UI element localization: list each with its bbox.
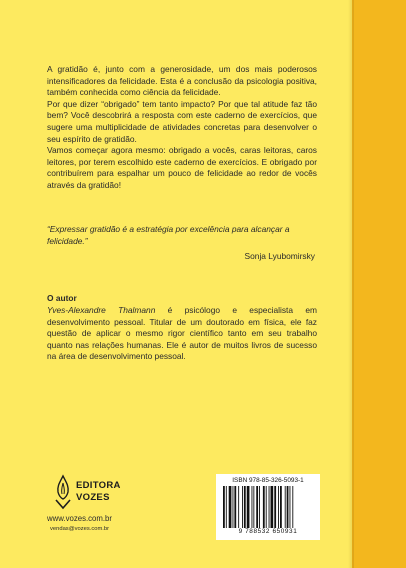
spine-shadow xyxy=(348,0,354,568)
barcode-bar xyxy=(263,486,265,528)
barcode-bar xyxy=(229,486,232,528)
barcode-bar xyxy=(247,486,250,528)
author-name: Yves-Alexandre Thalmann xyxy=(47,305,156,315)
publisher-email: vendas@vozes.com.br xyxy=(50,526,110,532)
isbn-barcode xyxy=(216,474,320,540)
barcode-bar xyxy=(223,486,225,528)
barcode-bar xyxy=(238,486,239,528)
book-spine xyxy=(352,0,406,568)
author-bio-text: é psicólogo e especialista em desenvolvimento pessoal. Titular de um doutorado em física, ele faz questão de aplicar o mesmo rigor científico tanto em seu trabalho quanto nas relações humanas. Ele é autor de muitos livros de sucesso na área de desenvolvimento pessoal. xyxy=(47,305,317,362)
publisher-logo xyxy=(52,474,142,514)
barcode-bar xyxy=(253,486,254,528)
barcode-bar xyxy=(244,486,246,528)
description-paragraph-1: A gratidão é, junto com a generosidade, um dos mais poderosos intensificadores da felicidade. Esta é a conclusão da psicologia positiva, também conhecida como ciência da felicidade. xyxy=(47,64,317,98)
barcode-bar xyxy=(274,486,276,528)
barcode-bar xyxy=(233,486,234,528)
barcode-bar xyxy=(256,486,258,528)
barcode-bar xyxy=(292,486,293,528)
barcode-bar xyxy=(242,486,243,528)
barcode-bar xyxy=(280,486,282,528)
barcode-bar xyxy=(290,486,291,528)
barcode-bar xyxy=(259,486,260,528)
barcode-bar xyxy=(271,486,274,528)
isbn-label: ISBN 978-85-326-5093-1 xyxy=(232,477,304,484)
barcode-bars xyxy=(222,486,314,528)
description-paragraph-3: Vamos começar agora mesmo: obrigado a vocês, caras leitoras, caros leitores, por terem escolhido este caderno de exercícios. E obrigado por contribuírem para espalhar um pouco de felicidade ao redor de vocês através da gratidão! xyxy=(47,145,317,190)
barcode-bar xyxy=(266,486,267,528)
quote-text: “Expressar gratidão é a estratégia por excelência para alcançar a felicidade.” xyxy=(47,224,290,246)
barcode-bar xyxy=(234,486,236,528)
publisher-name-line2: VOZES xyxy=(76,492,110,503)
barcode-bar xyxy=(269,486,270,528)
back-cover-description xyxy=(47,64,317,192)
author-bio xyxy=(47,305,317,363)
quote-author: Sonja Lyubomirsky xyxy=(244,251,315,261)
barcode-bar xyxy=(252,486,253,528)
author-section-heading: O autor xyxy=(47,293,77,303)
barcode-bar xyxy=(226,486,227,528)
barcode-digits: 9 788532 650931 xyxy=(238,528,298,535)
publisher-website: www.vozes.com.br xyxy=(47,514,112,523)
description-paragraph-2: Por que dizer “obrigado” tem tanto impacto? Por que tal atitude faz tão bem? Você descobrirá a resposta com este caderno de exercícios, que sugere uma multiplicidade de atividades concretas para desenvolver o seu espírito de gratidão. xyxy=(47,98,317,144)
barcode-bar xyxy=(285,486,286,528)
barcode-bar xyxy=(278,486,279,528)
barcode-bar xyxy=(287,486,289,528)
publisher-name-line1: EDITORA xyxy=(76,480,121,491)
vozes-flame-icon xyxy=(52,474,74,510)
